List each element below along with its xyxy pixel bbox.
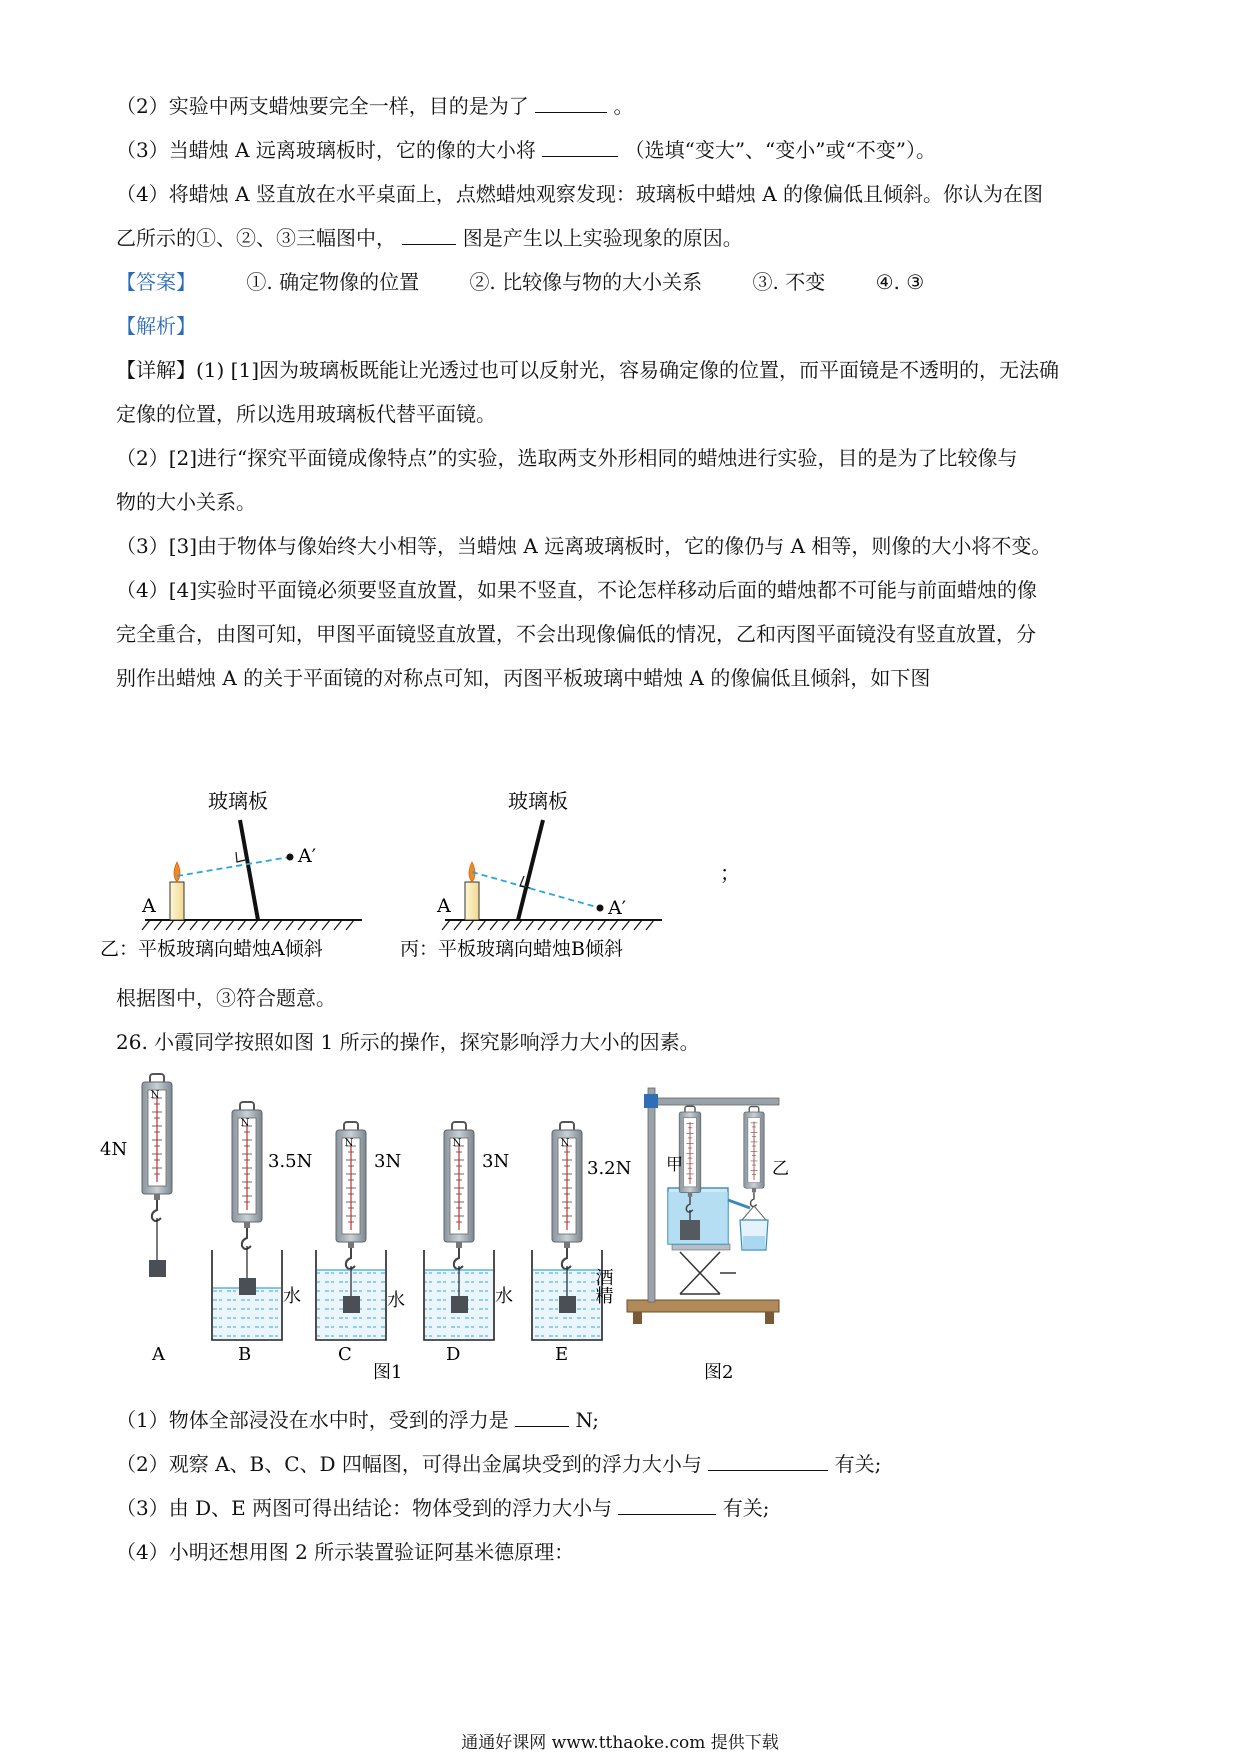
spout [728,1200,750,1208]
setup-label: C [338,1344,352,1365]
svg-text:N: N [344,1138,354,1149]
crossbar [651,1098,779,1105]
liquid [213,1288,281,1340]
lift-platform [672,1244,730,1250]
lift-jack [680,1252,720,1294]
answer-blank [515,1408,569,1427]
figure-caption: 丙：平板玻璃向蜡烛B倾斜 [400,938,623,960]
analysis-line: 物的大小关系。 [116,490,256,514]
metal-block [343,1296,360,1313]
setup-d [424,1122,513,1365]
answer-item: ③. 不变 [752,270,826,294]
analysis-conclusion: 根据图中，③符合题意。 [116,986,336,1010]
answer-blank [542,138,618,157]
trailing-mark: ； [720,861,740,885]
question-4-line-1: （4）将蜡烛 A 竖直放在水平桌面上，点燃蜡烛观察发现：玻璃板中蜡烛 A 的像偏低且倾斜。你认为在图 [116,182,1044,206]
metal-block [451,1296,468,1313]
setup-e [532,1122,631,1365]
object-label: A [142,895,156,917]
scale-reading: 4N [100,1139,128,1160]
question-2: （2）实验中两支蜡烛要完全一样，目的是为了 。 [116,94,634,118]
answer-blank [535,94,607,113]
answer-item: ④. ③ [875,270,925,294]
setup-c [316,1122,405,1365]
answer-blank [402,226,456,245]
glass-plate [240,820,258,920]
figure-caption: 乙：平板玻璃向蜡烛A倾斜 [100,938,323,960]
setup-label: E [555,1344,569,1365]
glass-label: 玻璃板 [508,789,568,813]
analysis-tag: 【解析】 [116,314,196,338]
mirror-figure-left [100,789,362,960]
liquid-label: 水 [387,1290,405,1311]
clamp [644,1094,658,1108]
question-26-sub-1: （1）物体全部浸没在水中时，受到的浮力是 N; [116,1408,599,1432]
liquid-label: 水 [283,1286,301,1307]
scale-reading: 3.5N [268,1151,313,1172]
candle [170,882,184,920]
glass-plate [518,820,543,920]
analysis-line: 别作出蜡烛 A 的关于平面镜的对称点可知，丙图平板玻璃中蜡烛 A 的像偏低且倾斜，如下图 [116,666,931,690]
svg-text:N: N [150,1090,160,1101]
question-4-line-2: 乙所示的①、②、③三幅图中， 图是产生以上实验现象的原因。 [116,226,743,250]
setup-label: B [238,1344,252,1365]
scale-label: 乙 [772,1159,789,1179]
table-hatching [442,920,654,930]
image-point [287,854,294,861]
analysis-line: （2）[2]进行“探究平面镜成像特点”的实验，选取两支外形相同的蜡烛进行实验，目的是为了比较像与 [116,446,1018,470]
analysis-line: 完全重合，由图可知，甲图平面镜竖直放置，不会出现像偏低的情况，乙和丙图平面镜没有竖直放置，分 [116,622,1036,646]
question-26-sub-2: （2）观察 A、B、C、D 四幅图，可得出金属块受到的浮力大小与 有关; [116,1452,882,1476]
scale-reading: 3N [482,1151,510,1172]
analysis-line: （4）[4]实验时平面镜必须要竖直放置，如果不竖直，不论怎样移动后面的蜡烛都不可能与前面蜡烛的像 [116,578,1038,602]
metal-block [559,1296,576,1313]
scale-label: 甲 [666,1155,683,1175]
answer-blank [618,1496,716,1515]
scale-reading: 3N [374,1151,402,1172]
table-hatching [142,920,354,930]
object-label: A [437,895,451,917]
symmetry-line [177,857,290,876]
symmetry-line [472,872,600,908]
setup-a [100,1074,172,1365]
svg-text:N: N [560,1138,570,1149]
answer-item: ②. 比较像与物的大小关系 [469,270,703,294]
footer: 通通好课网 www.tthaoke.com 提供下载 [461,1733,779,1753]
spring-scale [744,1107,764,1207]
setup-label: A [152,1344,165,1365]
question-26-stem: 26. 小霞同学按照如图 1 所示的操作，探究影响浮力大小的因素。 [116,1030,700,1054]
answer-row [116,268,924,296]
liquid-label: 酒精 [592,1268,614,1304]
image-label: A′ [298,845,317,867]
analysis-line: 定像的位置，所以选用玻璃板代替平面镜。 [116,402,496,426]
image-point [597,905,604,912]
scale-reading: 3.2N [587,1158,632,1179]
svg-text:N: N [240,1118,250,1129]
answer-item: ①. 确定物像的位置 [246,270,420,294]
figure-1-caption: 图1 [373,1362,403,1383]
question-26-sub-3: （3）由 D、E 两图可得出结论：物体受到的浮力大小与 有关; [116,1496,770,1520]
candle [465,882,479,920]
liquid-label: 水 [495,1286,513,1307]
glass-label: 玻璃板 [208,789,268,813]
analysis-line: 【详解】(1) [1]因为玻璃板既能让光透过也可以反射光，容易确定像的位置，而平面镜是不透明的，无法确 [116,358,1060,382]
right-angle-mark [236,852,245,862]
setup-label: D [446,1344,461,1365]
analysis-line: （3）[3]由于物体与像始终大小相等，当蜡烛 A 远离玻璃板时，它的像仍与 A 相等，则像的大小将不变。 [116,534,1052,558]
figure-2-caption: 图2 [704,1362,734,1383]
metal-block [680,1220,700,1240]
metal-block [239,1278,256,1295]
question-26-sub-4: （4）小明还想用图 2 所示装置验证阿基米德原理： [116,1540,575,1564]
figure-2 [627,1088,789,1324]
stand-rod [648,1088,655,1302]
svg-text:N: N [452,1138,462,1149]
answer-blank [708,1452,828,1471]
mirror-figure-right [400,789,662,960]
buoyancy-figures [100,1070,900,1400]
question-3: （3）当蜡烛 A 远离玻璃板时，它的像的大小将 （选填“变大”、“变小”或“不变”）。 [116,138,936,162]
answer-tag: 【答案】 [116,270,196,294]
image-label: A′ [608,897,627,919]
mirror-diagrams [100,780,800,975]
setup-b [212,1102,312,1365]
metal-block [149,1260,166,1277]
flame-icon [174,862,180,882]
